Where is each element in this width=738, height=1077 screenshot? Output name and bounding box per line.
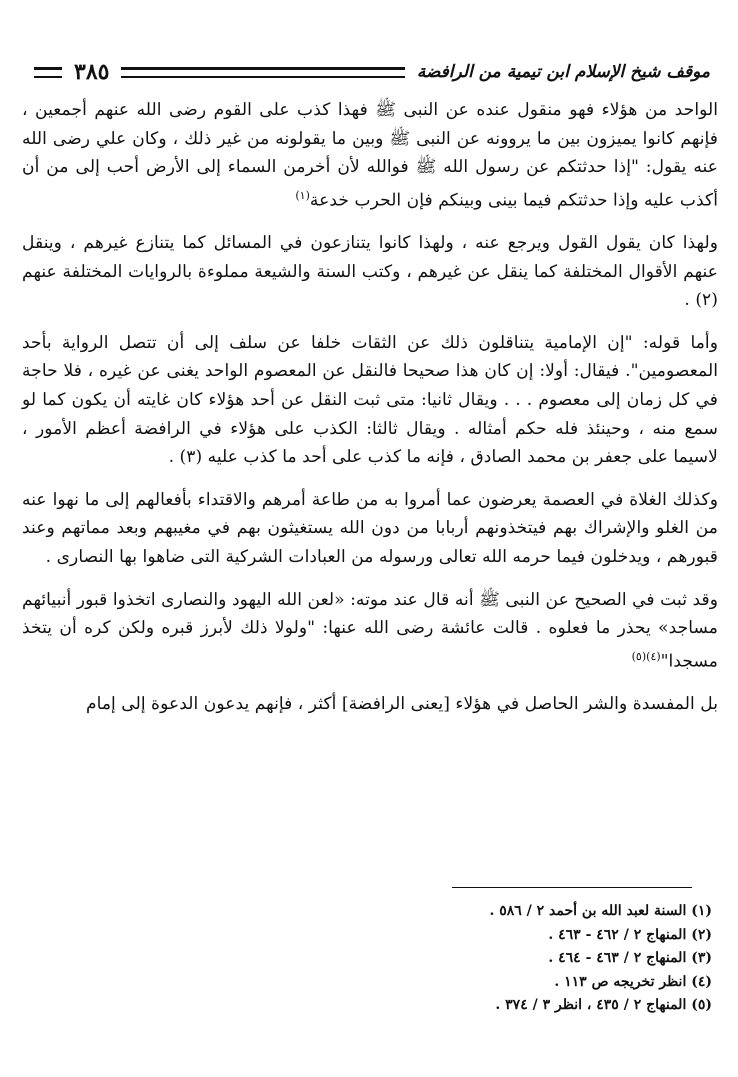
footnote: (٥) المنهاج ٢ / ٤٣٥ ، انظر ٣ / ٣٧٤ . [495,997,712,1013]
footnote-marker: (٢) . [684,290,718,311]
page-header [30,52,710,92]
paragraph: وكذلك الغلاة في العصمة يعرضون عما أمروا به من طاعة أمرهم والاقتداء بأفعالهم إلى ما نهوا عنه من الغلو والإشراك بهم فيتخذونهم أربابا من دون الله يستغيثون بهم في مغيبهم وبعد مماتهم وعند قبورهم ، ويدخلون فيما حرمه الله تعالى ورسوله من العبادات الشركية التى ضاهوا بها النصارى . [22,489,718,568]
body-text [22,96,718,733]
paragraph: ولهذا كان يقول القول ويرجع عنه ، ولهذا كانوا يتنازعون في المسائل كما يتنازع غيرهم ، وينقل عنهم الأقوال المختلفة كما ينقل عن غيرهم ، وكتب السنة والشيعة مملوءة بالروايات المختلفة عنهم (٢) . [22,233,718,311]
running-title: موقف شيخ الإسلام ابن تيمية من الرافضة [416,62,710,82]
footnote: (٢) المنهاج ٢ / ٤٦٢ - ٤٦٣ . [548,926,712,943]
paragraph: الواحد من هؤلاء فهو منقول عنده عن النبى ﷺ فهذا كذب على القوم رضى الله عنهم أجمعين ، فإنهم كانوا يميزون بين ما يروونه عن النبى ﷺ وبين ما يقولونه من غير ذلك ، وكان علي رضى الله عنه يقول: "إذا حدثتكم عن رسول الله ﷺ فوالله لأن أخرمن السماء إلى الأرض أحب إلى من أن أكذب عليه وإذا حدثتكم فيما بينى وبينكم فإن الحرب خدعة$^{(١)}$ [22,100,718,211]
footnote-marker: (٣) . [168,447,208,468]
footnote: (٤) انظر تخريجه ص ١١٣ . [554,973,712,990]
paragraph: بل المفسدة والشر الحاصل في هؤلاء [يعنى الرافضة] أكثر ، فإنهم يدعون الدعوة إلى إمام [85,694,718,715]
footnote-rule [452,887,692,888]
page-number: ٣٨٥ [74,59,110,85]
footnote: (٣) المنهاج ٢ / ٤٦٣ - ٤٦٤ . [548,950,712,966]
footnote: (١) السنة لعبد الله بن أحمد ٢ / ٥٨٦ . [489,903,712,919]
header-rule-end [34,67,62,78]
footnote-marker: (٤)(٥) [631,649,661,663]
header-rule [121,67,404,78]
footnote-marker: (١) [295,188,310,202]
paragraph: وأما قوله: "إن الإمامية يتناقلون ذلك عن الثقات خلفا عن سلف إلى أن تتصل الرواية بأحد المعصومين". فيقال: أولا: إن كان هذا صحيحا فالنقل عن المعصوم الواحد يغنى عن غيره ، فلا حاجة في كل زمان إلى معصوم . . . ويقال ثانيا: متى ثبت النقل عن أحد هؤلاء كان غايته أن يكون كما لو سمع منه ، وحينئذ فله حكم أمثاله . ويقال ثالثا: الكذب على هؤلاء في الرافضة أعظم الأمور ، لاسيما على جعفر بن محمد الصادق ، فإنه ما كذب على أحد ما كذب عليه (٣) . [22,332,718,468]
paragraph: وقد ثبت في الصحيح عن النبى ﷺ أنه قال عند موته: «لعن الله اليهود والنصارى اتخذوا قبور أنبيائهم مساجد» يحذر ما فعلوه . قالت عائشة رضى الله عنها: "ولولا ذلك لأبرز قبره ولكن كره أن يتخذ مسجدا"$^{(٤)(٥)}$ [22,589,718,672]
footnotes [300,900,712,1018]
